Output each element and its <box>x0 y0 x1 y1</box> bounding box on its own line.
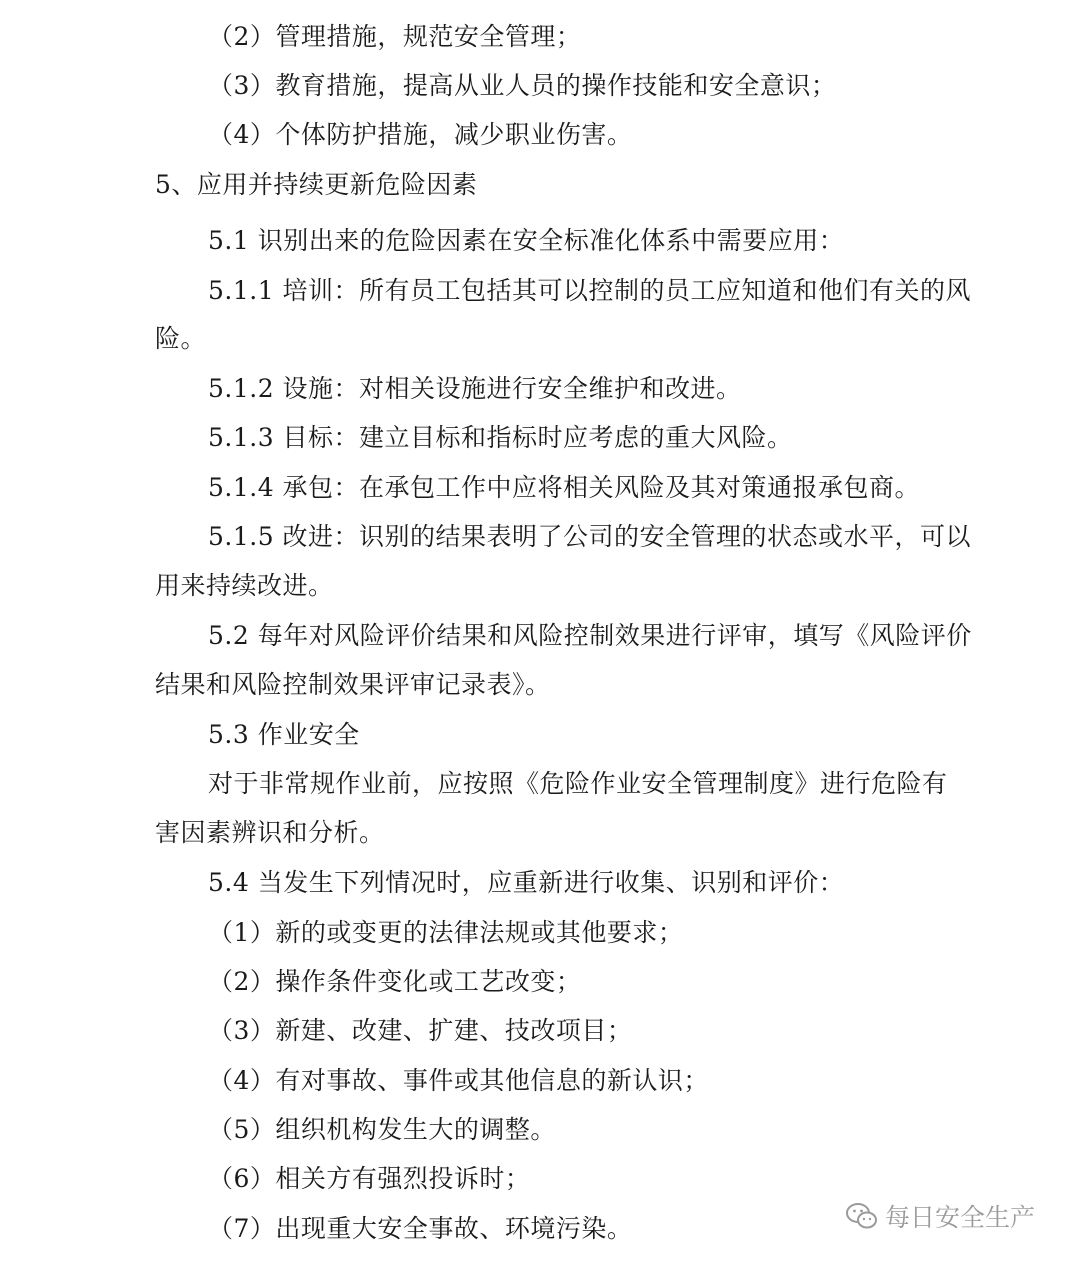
text-line: 5.1.4 承包：在承包工作中应将相关风险及其对策通报承包商。 <box>208 473 921 502</box>
text-line: 结果和风险控制效果评审记录表》。 <box>155 670 551 699</box>
text-line: （4）有对事故、事件或其他信息的新认识； <box>208 1066 709 1095</box>
watermark <box>845 1196 1035 1236</box>
text-line: 害因素辨识和分析。 <box>155 818 385 847</box>
text-line: 用来持续改进。 <box>155 571 334 600</box>
text-line: 对于非常规作业前，应按照《危险作业安全管理制度》进行危险有 <box>208 769 948 798</box>
text-line: 5.2 每年对风险评价结果和风险控制效果进行评审，填写《风险评价 <box>208 621 972 650</box>
watermark-text: 每日安全生产 <box>885 1203 1036 1232</box>
text-line: （7）出现重大安全事故、环境污染。 <box>208 1214 633 1243</box>
text-line: （3）新建、改建、扩建、技改项目； <box>208 1016 633 1045</box>
text-line: 5.3 作业安全 <box>208 720 360 749</box>
text-line: （4）个体防护措施，减少职业伤害。 <box>208 120 633 149</box>
text-line: 5.1.3 目标：建立目标和指标时应考虑的重大风险。 <box>208 423 793 452</box>
text-line: （3）教育措施，提高从业人员的操作技能和安全意识； <box>208 71 837 100</box>
text-line: 险。 <box>155 324 207 353</box>
text-line: （2）操作条件变化或工艺改变； <box>208 967 582 996</box>
text-line: 5.1 识别出来的危险因素在安全标准化体系中需要应用： <box>208 226 845 255</box>
text-line: （2）管理措施，规范安全管理； <box>208 22 582 51</box>
text-line: （1）新的或变更的法律法规或其他要求； <box>208 918 684 947</box>
text-line: 5.1.1 培训：所有员工包括其可以控制的员工应知道和他们有关的风 <box>208 276 972 305</box>
text-line: （5）组织机构发生大的调整。 <box>208 1115 556 1144</box>
text-line: 5.1.5 改进：识别的结果表明了公司的安全管理的状态或水平，可以 <box>208 522 972 551</box>
wechat-icon <box>845 1201 879 1231</box>
text-line: 5.4 当发生下列情况时，应重新进行收集、识别和评价： <box>208 868 845 897</box>
text-line: （6）相关方有强烈投诉时； <box>208 1164 531 1193</box>
section-heading: 5、应用并持续更新危险因素 <box>155 170 478 199</box>
text-line: 5.1.2 设施：对相关设施进行安全维护和改进。 <box>208 374 742 403</box>
